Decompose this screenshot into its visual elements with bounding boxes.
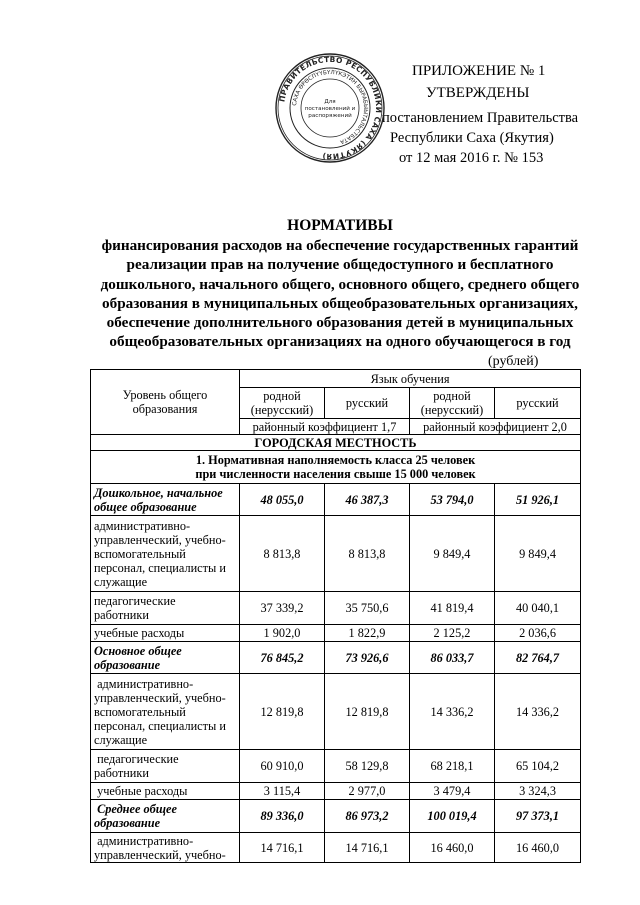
title-line: дошкольного, начального общего, основного общего, среднего общего — [100, 275, 580, 293]
row-label: Дошкольное, начальное общее образование — [91, 484, 240, 516]
col-header-native: родной (нерусский) — [240, 388, 325, 419]
regional-coefficient-2: районный коэффициент 2,0 — [410, 419, 581, 435]
col-header-native: родной (нерусский) — [410, 388, 495, 419]
value-cell: 1 902,0 — [240, 625, 325, 642]
date-line: от 12 мая 2016 г. № 153 — [399, 150, 544, 166]
table-row — [91, 783, 581, 800]
value-cell: 9 849,4 — [495, 516, 581, 592]
value-cell: 37 339,2 — [240, 592, 325, 625]
official-seal-stamp — [274, 52, 386, 164]
col-header-russian: русский — [325, 388, 410, 419]
table-row — [91, 592, 581, 625]
language-header: Язык обучения — [240, 370, 581, 388]
row-label: административно- управленческий, учебно- вспомогательный персонал, специалисты и служащие — [91, 674, 240, 750]
value-cell: 48 055,0 — [240, 484, 325, 516]
value-cell: 97 373,1 — [495, 800, 581, 833]
republic-line: Республики Саха (Якутия) — [390, 130, 554, 146]
value-cell: 65 104,2 — [495, 750, 581, 783]
value-cell: 53 794,0 — [410, 484, 495, 516]
value-cell: 86 033,7 — [410, 642, 495, 674]
table-row — [91, 516, 581, 592]
value-cell: 35 750,6 — [325, 592, 410, 625]
resolution-line: постановлением Правительства — [382, 110, 579, 126]
value-cell: 89 336,0 — [240, 800, 325, 833]
svg-text:ПРАВИТЕЛЬСТВО РЕСПУБЛИКИ САХА: ПРАВИТЕЛЬСТВО РЕСПУБЛИКИ САХА (ЯКУТИЯ) — [277, 54, 384, 162]
value-cell: 8 813,8 — [240, 516, 325, 592]
title-line: обеспечение дополнительного образования детей в муниципальных — [106, 314, 574, 332]
col-header-russian: русский — [495, 388, 581, 419]
value-cell: 2 125,2 — [410, 625, 495, 642]
svg-text:распоряжений: распоряжений — [308, 113, 352, 119]
table-row-total — [91, 642, 581, 674]
value-cell: 14 716,1 — [325, 833, 410, 863]
table-row — [91, 750, 581, 783]
table-row — [91, 625, 581, 642]
table-row-total — [91, 484, 581, 516]
value-cell: 60 910,0 — [240, 750, 325, 783]
svg-text:постановлений и: постановлений и — [304, 106, 356, 112]
row-label: административно- управленческий, учебно- — [91, 833, 240, 863]
document-title — [60, 216, 620, 351]
appendix-number: ПРИЛОЖЕНИЕ № 1 — [412, 63, 546, 79]
value-cell: 16 460,0 — [495, 833, 581, 863]
svg-text:Для: Для — [324, 99, 336, 105]
table-row — [91, 833, 581, 863]
units-label: (рублей) — [488, 354, 539, 369]
value-cell: 3 324,3 — [495, 783, 581, 800]
table-row-total — [91, 800, 581, 833]
value-cell: 16 460,0 — [410, 833, 495, 863]
value-cell: 12 819,8 — [325, 674, 410, 750]
value-cell: 41 819,4 — [410, 592, 495, 625]
norms-table — [90, 369, 581, 863]
subsection-header: 1. Нормативная наполняемость класса 25 человек при численности населения свыше 15 000 человек — [91, 451, 581, 484]
title-line: образования в муниципальных общеобразовательных организациях, — [102, 294, 578, 312]
row-label: педагогические работники — [91, 592, 240, 625]
row-label: Основное общее образование — [91, 642, 240, 674]
value-cell: 3 115,4 — [240, 783, 325, 800]
value-cell: 73 926,6 — [325, 642, 410, 674]
section-header: ГОРОДСКАЯ МЕСТНОСТЬ — [91, 435, 581, 451]
value-cell: 2 977,0 — [325, 783, 410, 800]
row-label: учебные расходы — [91, 783, 240, 800]
title-line: финансирования расходов на обеспечение государственных гарантий — [101, 237, 579, 255]
row-label: педагогические работники — [91, 750, 240, 783]
svg-text:САХА ӨРӨСПҮҮБҮЛҮКЭТИН БЫРАБЫЫТ: САХА ӨРӨСПҮҮБҮЛҮКЭТИН БЫРАБЫЫТАЛЬСТБАТА — [292, 69, 369, 145]
value-cell: 12 819,8 — [240, 674, 325, 750]
table-row — [91, 674, 581, 750]
level-header: Уровень общего образования — [91, 370, 240, 435]
value-cell: 86 973,2 — [325, 800, 410, 833]
title-line: общеобразовательных организациях на одного обучающегося в год — [109, 333, 571, 351]
title-heading: НОРМАТИВЫ — [287, 217, 393, 234]
value-cell: 14 716,1 — [240, 833, 325, 863]
value-cell: 9 849,4 — [410, 516, 495, 592]
title-line: реализации прав на получение общедоступного и бесплатного — [126, 256, 554, 274]
row-label: учебные расходы — [91, 625, 240, 642]
value-cell: 76 845,2 — [240, 642, 325, 674]
value-cell: 46 387,3 — [325, 484, 410, 516]
value-cell: 14 336,2 — [495, 674, 581, 750]
value-cell: 3 479,4 — [410, 783, 495, 800]
value-cell: 40 040,1 — [495, 592, 581, 625]
row-label: административно- управленческий, учебно- вспомогательный персонал, специалисты и служащие — [91, 516, 240, 592]
value-cell: 14 336,2 — [410, 674, 495, 750]
value-cell: 68 218,1 — [410, 750, 495, 783]
value-cell: 1 822,9 — [325, 625, 410, 642]
value-cell: 2 036,6 — [495, 625, 581, 642]
value-cell: 8 813,8 — [325, 516, 410, 592]
value-cell: 51 926,1 — [495, 484, 581, 516]
value-cell: 100 019,4 — [410, 800, 495, 833]
approved-label: УТВЕРЖДЕНЫ — [426, 85, 530, 101]
value-cell: 58 129,8 — [325, 750, 410, 783]
value-cell: 82 764,7 — [495, 642, 581, 674]
row-label: Среднее общее образование — [91, 800, 240, 833]
regional-coefficient-1: районный коэффициент 1,7 — [240, 419, 410, 435]
